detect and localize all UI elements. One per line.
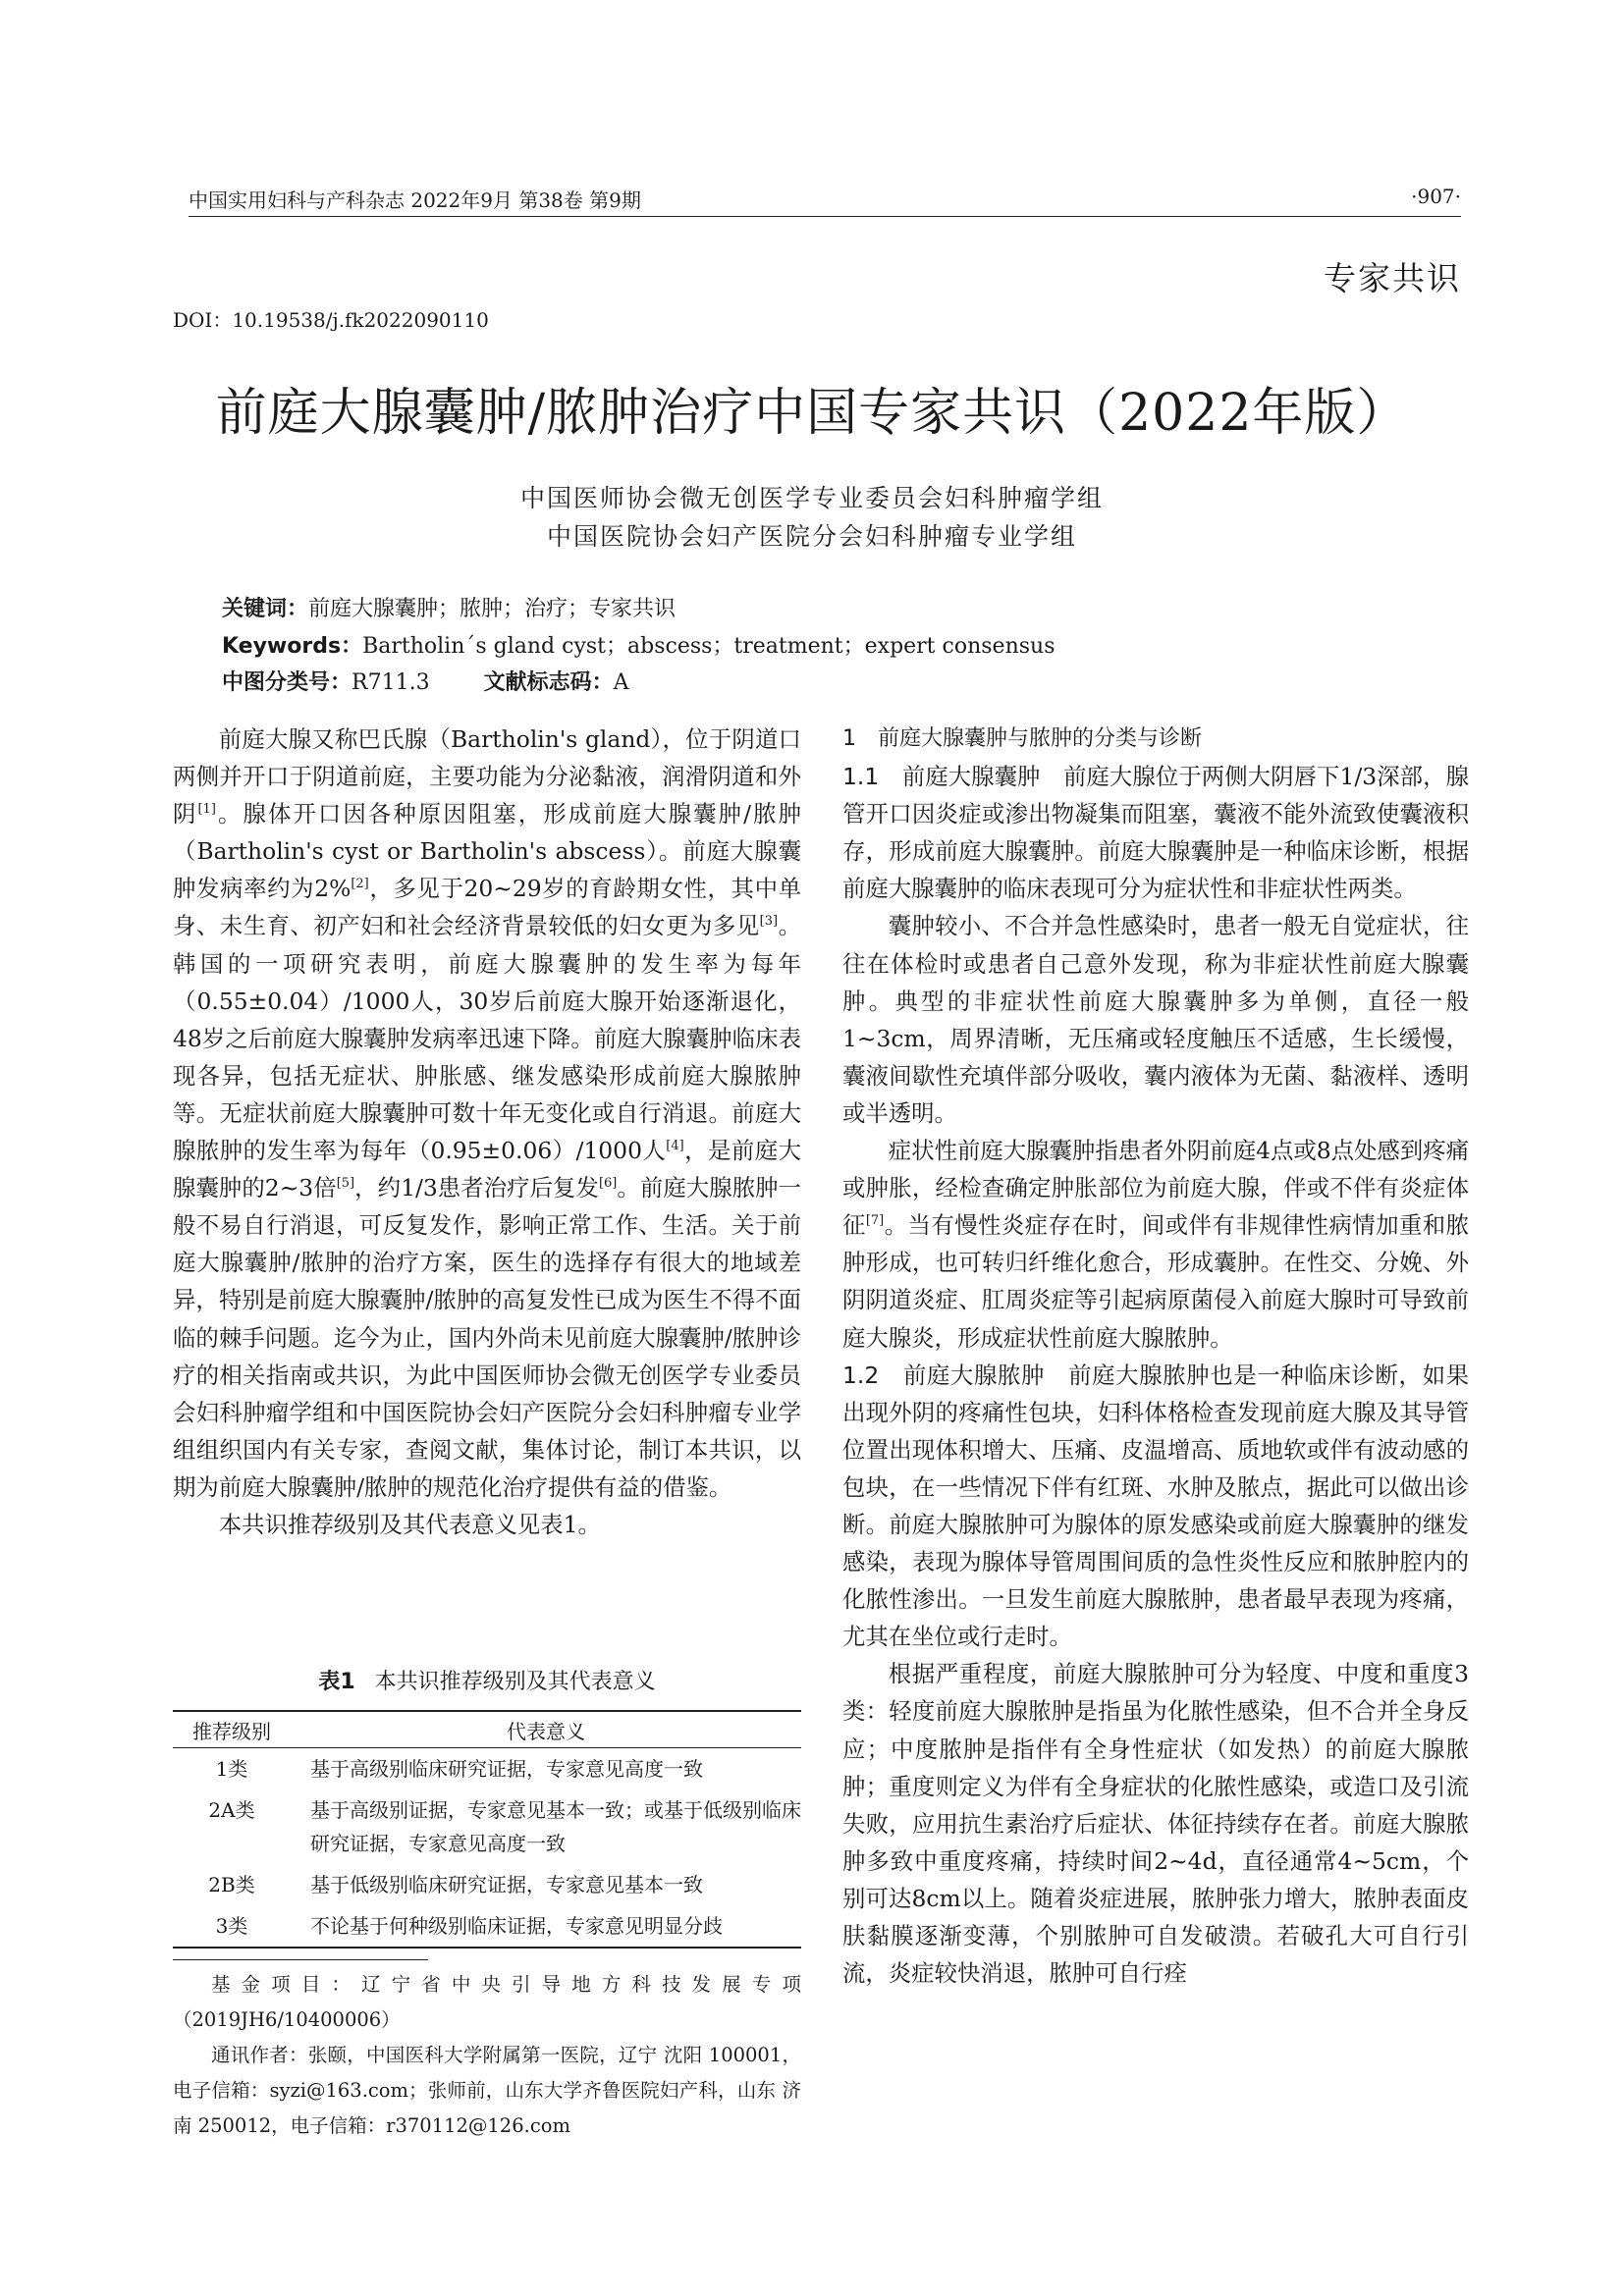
citation: [6] bbox=[598, 1176, 618, 1192]
table-row bbox=[173, 1748, 801, 1790]
table-caption bbox=[173, 1665, 801, 1695]
cell-meaning: 不论基于何种级别临床证据，专家意见明显分歧 bbox=[291, 1905, 801, 1948]
author-group: 中国医院协会妇产医院分会妇科肿瘤专业学组 bbox=[546, 522, 1077, 551]
subsection-heading: 1.2 前庭大腺脓肿 bbox=[842, 1361, 1046, 1389]
journal-name: 中国实用妇科与产科杂志 2022年9月 第38卷 第9期 bbox=[189, 188, 641, 212]
text-run: 。当有慢性炎症存在时，间或伴有非规律性病情加重和脓肿形成，也可转归纤维化愈合，形成囊肿。在性交、分娩、外阴阴道炎症、肛周炎症等引起病原菌侵入前庭大腺时可导致前庭大腺炎，形成症状性前庭大腺脓肿。 bbox=[842, 1211, 1470, 1352]
text-run: 。前庭大腺脓肿一般不易自行消退，可反复发作，影响正常工作、生活。关于前庭大腺囊肿/脓肿的治疗方案，医生的选择存有很大的地域差异，特别是前庭大腺囊肿/脓肿的高复发性已成为医生不得不面临的棘手问题。迄今为止，国内外尚未见前庭大腺囊肿/脓肿诊疗的相关指南或共识，为此中国医师协会微无创医学专业委员会妇科肿瘤学组和中国医院协会妇产医院分会妇科肿瘤专业学组组织国内有关专家，查阅文献，集体讨论，制订本共识，以期为前庭大腺囊肿/脓肿的规范化治疗提供有益的借鉴。 bbox=[173, 1174, 801, 1501]
text-run: ，多见于20~29岁的育龄期女性，其中单身、未生育、初产妇和社会经济背景较低的妇女更为多见 bbox=[173, 875, 802, 940]
subsection-1-1 bbox=[842, 758, 1469, 907]
cell-level: 3类 bbox=[173, 1905, 291, 1948]
clc-code: R711.3 bbox=[352, 670, 430, 695]
article-title: 前庭大腺囊肿/脓肿治疗中国专家共识（2022年版） bbox=[215, 384, 1409, 443]
cell-level: 1类 bbox=[215, 1757, 248, 1781]
page-number: ·907· bbox=[1411, 185, 1461, 208]
keywords-en-text: Bartholin´s gland cyst；abscess；treatment；expert consensus bbox=[362, 634, 1056, 659]
col-header-meaning: 代表意义 bbox=[291, 1711, 801, 1748]
cell-meaning: 基于低级别临床研究证据，专家意见基本一致 bbox=[310, 1873, 703, 1896]
subsection-1-2 bbox=[842, 1357, 1469, 1656]
text-run: ，是前庭大腺囊肿的2~3倍 bbox=[173, 1137, 801, 1202]
col-header-level: 推荐级别 bbox=[173, 1711, 291, 1748]
symptomatic-paragraph bbox=[842, 1132, 1469, 1357]
keywords-cn bbox=[222, 592, 676, 622]
recommendation-table bbox=[173, 1710, 801, 1949]
keywords-en bbox=[222, 629, 1055, 660]
section-heading: 1 前庭大腺囊肿与脓肿的分类与诊断 bbox=[842, 726, 1202, 751]
clc-label: 中图分类号： bbox=[222, 670, 352, 695]
table-row bbox=[173, 1905, 801, 1948]
text-run: 。腺体开口因各种原因阻塞，形成前庭大腺囊肿/脓肿（Bartholin's cyst or Bartholin's abscess）。前庭大腺囊肿发病率约为2% bbox=[173, 800, 801, 903]
subsection-text: 前庭大腺脓肿也是一种临床诊断，如果出现外阴的疼痛性包块，妇科体格检查发现前庭大腺及其导管位置出现体积增大、压痛、皮温增高、质地软或伴有波动感的包块，在一些情况下伴有红斑、水肿及脓点，据此可以做出诊断。前庭大腺脓肿可为腺体的原发感染或前庭大腺囊肿的继发感染，表现为腺体导管周围间质的急性炎性反应和脓肿腔内的化脓性渗出。一旦发生前庭大腺脓肿，患者最早表现为疼痛，尤其在坐位或行走时。 bbox=[842, 1361, 1470, 1651]
keywords-cn-label: 关键词： bbox=[222, 597, 309, 621]
table-row bbox=[173, 1789, 801, 1864]
citation: [7] bbox=[865, 1213, 885, 1229]
text-run: ，约1/3患者治疗后复发 bbox=[354, 1174, 599, 1202]
right-column bbox=[842, 721, 1469, 1992]
keywords-en-label: Keywords： bbox=[222, 634, 363, 659]
text-run: 症状性前庭大腺囊肿指患者外阴前庭4点或8点处感到疼痛或肿胀，经检查确定肿胀部位为前庭大腺，伴或不伴有炎症体征 bbox=[842, 1137, 1469, 1240]
cell-meaning: 基于高级别临床研究证据，专家意见高度一致 bbox=[310, 1757, 703, 1781]
funding-note: 基金项目：辽宁省中央引导地方科技发展专项（2019JH6/10400006） bbox=[173, 1973, 801, 2031]
subsection-heading: 1.1 前庭大腺囊肿 bbox=[842, 763, 1041, 791]
subsection-text: 前庭大腺位于两侧大阴唇下1/3深部，腺管开口因炎症或渗出物凝集而阻塞，囊液不能外流致使囊液积存，形成前庭大腺囊肿。前庭大腺囊肿是一种临床诊断，根据前庭大腺囊肿的临床表现可分为症状性和非症状性两类。 bbox=[842, 763, 1469, 903]
citation: [5] bbox=[336, 1176, 355, 1192]
cell-level: 2A类 bbox=[208, 1798, 255, 1822]
table-reference-paragraph: 本共识推荐级别及其代表意义见表1。 bbox=[218, 1510, 601, 1538]
doc-code-label: 文献标志码： bbox=[483, 670, 614, 695]
cell-level: 2B类 bbox=[208, 1873, 255, 1896]
footnotes bbox=[173, 1967, 801, 2144]
text-run: 。韩国的一项研究表明，前庭大腺囊肿的发生率为每年（0.55±0.04）/1000人，30岁后前庭大腺开始逐渐退化，48岁之后前庭大腺囊肿发病率迅速下降。前庭大腺囊肿临床表现各异，包括无症状、肿胀感、继发感染形成前庭大腺脓肿等。无症状前庭大腺囊肿可数十年无变化或自行消退。前庭大腺脓肿的发生率为每年（0.95±0.06）/1000人 bbox=[173, 912, 802, 1165]
text-run: 前庭大腺又称巴氏腺（Bartholin's gland），位于阴道口两侧并开口于阴道前庭，主要功能为分泌黏液，润滑阴道和外阴 bbox=[173, 725, 801, 828]
doi: DOI：10.19538/j.fk2022090110 bbox=[173, 308, 489, 332]
keywords-cn-text: 前庭大腺囊肿；脓肿；治疗；专家共识 bbox=[308, 597, 677, 621]
citation: [4] bbox=[666, 1139, 684, 1154]
cell-meaning: 基于高级别证据，专家意见基本一致；或基于低级别临床研究证据，专家意见高度一致 bbox=[310, 1798, 801, 1855]
citation: [1] bbox=[197, 802, 216, 818]
table-row bbox=[173, 1864, 801, 1905]
table-label: 表1 bbox=[318, 1670, 355, 1694]
citation: [2] bbox=[351, 877, 369, 892]
footnote-rule bbox=[173, 1959, 428, 1960]
running-head bbox=[189, 185, 1461, 214]
section-label: 专家共识 bbox=[1324, 259, 1461, 297]
doc-code: A bbox=[613, 670, 629, 695]
intro-paragraph bbox=[173, 721, 801, 1506]
left-column bbox=[173, 721, 801, 1543]
nonsymptomatic-paragraph: 囊肿较小、不合并急性感染时，患者一般无自觉症状，往往在体检时或患者自己意外发现，称为非症状性前庭大腺囊肿。典型的非症状性前庭大腺囊肿多为单侧，直径一般1~3cm，周界清晰，无压痛或轻度触压不适感，生长缓慢，囊液间歇性充填伴部分吸收，囊内液体为无菌、黏液样、透明或半透明。 bbox=[842, 912, 1469, 1127]
citation: [3] bbox=[759, 914, 779, 930]
severity-paragraph: 根据严重程度，前庭大腺脓肿可分为轻度、中度和重度3类：轻度前庭大腺脓肿是指虽为化脓性感染，但不合并全身反应；中度脓肿是指伴有全身性症状（如发热）的前庭大腺脓肿；重度则定义为伴有全身症状的化脓性感染，或造口及引流失败，应用抗生素治疗后症状、体征持续存在者。前庭大腺脓肿多致中重度疼痛，持续时间2~4d，直径通常4~5cm，个别可达8cm以上。随着炎症进展，脓肿张力增大，脓肿表面皮肤黏膜逐渐变薄，个别脓肿可自发破溃。若破孔大可自行引流，炎症较快消退，脓肿可自行痊 bbox=[842, 1660, 1469, 1988]
header-rule bbox=[189, 216, 1461, 217]
classification bbox=[222, 666, 628, 696]
correspondence-note: 通讯作者：张颐，中国医科大学附属第一医院，辽宁 沈阳 100001，电子信箱：syzi@163.com；张师前，山东大学齐鲁医院妇产科，山东 济南 250012，电子信箱：r370112@126.com bbox=[173, 2044, 801, 2137]
table-caption-text: 本共识推荐级别及其代表意义 bbox=[374, 1670, 656, 1694]
author-group: 中国医师协会微无创医学专业委员会妇科肿瘤学组 bbox=[519, 484, 1104, 512]
